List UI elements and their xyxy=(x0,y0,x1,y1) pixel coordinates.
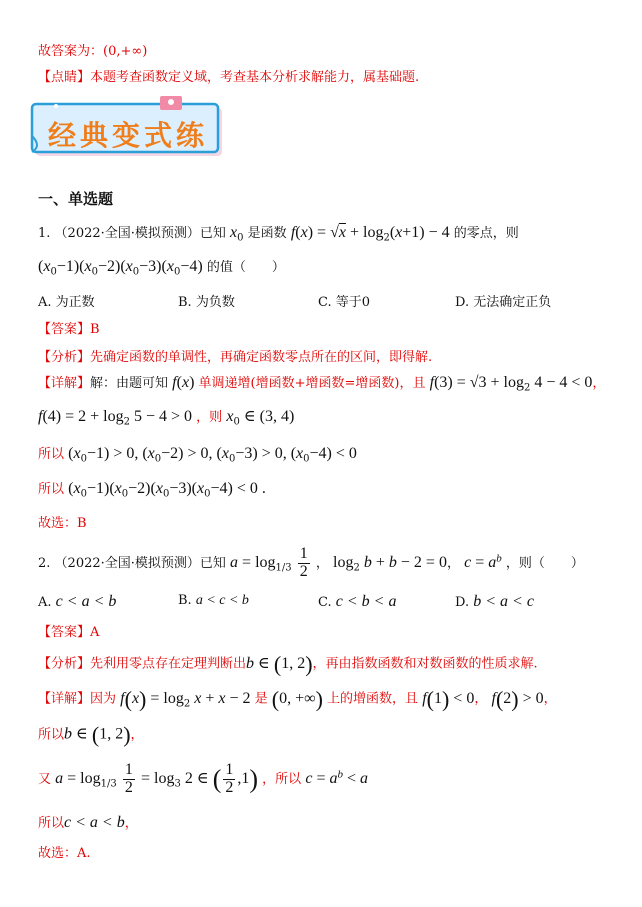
q1-so-line2: 所以 $(x_0-1)(x_0-2)(x_0-3)(x_0-4) < 0$ . xyxy=(38,480,266,500)
q2-fraction-half-3: $\frac{1}{2}$ xyxy=(225,761,234,796)
q2-option-d: D. b < a < c xyxy=(455,593,534,610)
q1-detail-line1: 【详解】解：由题可知 f(x) 单调递增(增函数+增函数=增函数)，且 $f(3) = √3 + \log_2 4 - 4 < 0$， xyxy=(38,374,606,394)
q2-stem: 2. （2022·全国·模拟预测）已知 $a = \log_{1/3}$ $\frac{1}{2}$ ， $\log_2 b + b - 2 = 0$， $c = a^b$ ，则（ ） xyxy=(38,545,584,580)
previous-comment-line: 【点睛】本题考查函数定义域，考查基本分析求解能力，属基础题. xyxy=(38,70,420,85)
q1-so-line1: 所以 $(x_0-1) > 0$, $(x_0-2) > 0$, $(x_0-3) > 0$, $(x_0-4) < 0$ xyxy=(38,445,357,465)
q2-so-line1: 所以b ∈ (1, 2)， xyxy=(38,722,144,747)
q2-option-b: B. a < c < b xyxy=(178,593,249,608)
q2-option-c: C. c < b < a xyxy=(318,593,397,610)
q2-so-line2: 又 $a = \log_{1/3}$ $\frac{1}{2}$ = $\log_3 2$ ∈ ( $\frac{1}{2}$ ,1) ，所以 $c = a^b < a$ xyxy=(38,761,368,796)
q2-fraction-half: $\frac{1}{2}$ xyxy=(299,545,308,580)
q2-option-a: A. c < a < b xyxy=(38,593,117,610)
q2-fraction-half-2: $\frac{1}{2}$ xyxy=(124,761,133,796)
q1-stem-line2: $(x_0-1)(x_0-2)(x_0-3)(x_0-4)$ 的值（ ） xyxy=(38,258,285,278)
q1-option-d: D. 无法确定正负 xyxy=(455,295,552,310)
q2-analysis: 【分析】先利用零点存在定理判断出b ∈ (1, 2)，再由指数函数和对数函数的性质求解. xyxy=(38,651,538,676)
q1-option-b: B. 为负数 xyxy=(178,295,235,310)
q1-stem-line1: 1. （2022·全国·模拟预测）已知 $x_0$ 是函数 $f(x) = √x + \log_2(x+1) - 4$ 的零点，则 xyxy=(38,224,519,244)
q2-so-line3: 所以c < a < b， xyxy=(38,814,138,831)
section-heading: 一、单选题 xyxy=(38,190,114,208)
previous-answer-line: 故答案为：(0,+∞) xyxy=(38,44,148,59)
q2-detail: 【详解】因为 $f(x) = \log_2 x + x - 2$ 是 (0, +∞) 上的增函数，且 f(1) < 0， f(2) > 0， xyxy=(38,686,557,711)
q1-analysis: 【分析】先确定函数的单调性，再确定函数零点所在的区间，即得解. xyxy=(38,350,433,365)
q1-answer: 【答案】B xyxy=(38,322,100,337)
banner-title: 经典变式练 xyxy=(48,119,209,152)
q2-answer: 【答案】A xyxy=(38,625,100,640)
q1-detail-line2: $f(4) = 2 + \log_2 5 - 4 > 0$ ，则 $x_0$ ∈ (3, 4) xyxy=(38,408,295,428)
q2-choice: 故选：A. xyxy=(38,846,91,861)
section-banner xyxy=(30,96,230,166)
q1-choice: 故选：B xyxy=(38,516,87,531)
q1-option-a: A. 为正数 xyxy=(38,295,95,310)
q1-option-c: C. 等于0 xyxy=(318,295,371,310)
